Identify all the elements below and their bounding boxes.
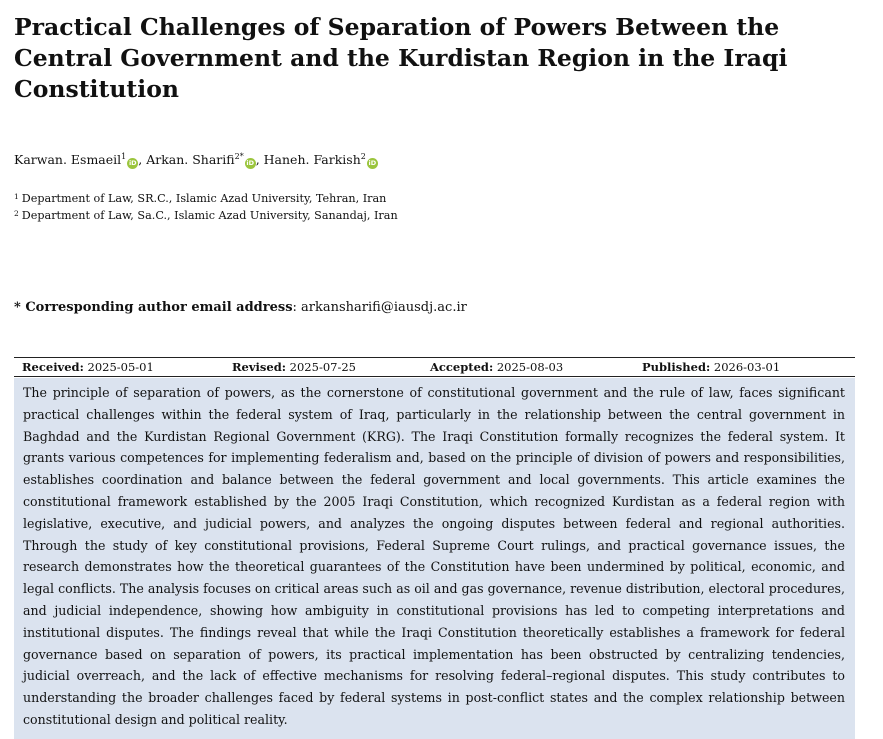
received-label: Received: bbox=[22, 360, 84, 374]
corresponding-author: * Corresponding author email address: arkansharifi@iausdj.ac.ir bbox=[14, 300, 467, 315]
accepted-value: 2025-08-03 bbox=[496, 360, 564, 374]
orcid-icon[interactable]: iD bbox=[246, 159, 255, 167]
author-name: Karwan. Esmaeil bbox=[14, 152, 122, 167]
affiliation-1 bbox=[14, 192, 386, 205]
orcid-icon[interactable]: iD bbox=[128, 159, 137, 167]
affiliation-text: Department of Law, SR.C., Islamic Azad University, Tehran, Iran bbox=[21, 192, 387, 205]
revised-value: 2025-07-25 bbox=[289, 360, 356, 374]
accepted-date bbox=[430, 360, 563, 374]
author-name: Haneh. Farkish bbox=[263, 152, 361, 167]
abstract-text: The principle of separation of powers, as the cornerstone of constitutional government and the rule of law, faces significant practical challenges within the federal system of Iraq, particularly in the relationship between the central government in Baghdad and the Kurdistan Regional Government (KRG). The Iraqi Constitution formally recognizes the federal system. It grants various competences for implementing federalism and, based on the principle of division of powers and responsibilities, establishes coordination and balance between the federal government and local governments. This article examines the constitutional framework established by the 2005 Iraqi Constitution, which recognized Kurdistan as a federal region with legislative, executive, and judicial powers, and analyzes the ongoing disputes between federal and regional authorities. Through the study of key constitutional provisions, Federal Supreme Court rulings, and practical governance issues, the research demonstrates how the theoretical guarantees of the Constitution have been undermined by political, economic, and legal conflicts. The analysis focuses on critical areas such as oil and gas governance, revenue distribution, electoral procedures, and judicial independence, showing how ambiguity in constitutional provisions has led to competing interpretations and institutional disputes. The findings reveal that while the Iraqi Constitution theoretically establishes a framework for federal governance based on separation of powers, its practical implementation has been obstructed by centralizing tendencies, judicial overreach, and the lack of effective mechanisms for resolving federal–regional disputes. This study contributes to understanding the broader challenges faced by federal systems in post-conflict states and the complex relationship between constitutional design and political reality. bbox=[14, 378, 855, 739]
received-date bbox=[22, 360, 154, 374]
author-affiliation-mark: 1 bbox=[121, 152, 127, 161]
dates-bar bbox=[14, 357, 855, 377]
affiliation-number: 1 bbox=[14, 192, 19, 201]
corresponding-email[interactable]: arkansharifi@iausdj.ac.ir bbox=[301, 300, 467, 315]
paper-title: Practical Challenges of Separation of Powers Between the Central Government and the Kurdistan Region in the Iraqi Constitution bbox=[14, 13, 788, 103]
author-list bbox=[14, 152, 378, 169]
author-separator: , bbox=[255, 152, 264, 167]
author-affiliation-mark: 2 bbox=[360, 152, 366, 161]
published-value: 2026-03-01 bbox=[713, 360, 781, 374]
orcid-icon[interactable]: iD bbox=[368, 159, 377, 167]
revised-date bbox=[232, 360, 356, 374]
affiliation-2 bbox=[14, 209, 398, 222]
accepted-label: Accepted: bbox=[430, 360, 494, 374]
revised-label: Revised: bbox=[232, 360, 287, 374]
author-name: Arkan. Sharifi bbox=[146, 152, 235, 167]
author-separator: , bbox=[138, 152, 147, 167]
published-date bbox=[642, 360, 780, 374]
affiliation-text: Department of Law, Sa.C., Islamic Azad University, Sanandaj, Iran bbox=[21, 209, 398, 222]
corresponding-label: * Corresponding author email address bbox=[14, 300, 293, 315]
published-label: Published: bbox=[642, 360, 711, 374]
received-value: 2025-05-01 bbox=[87, 360, 154, 374]
affiliation-number: 2 bbox=[14, 209, 19, 218]
author-affiliation-mark: 2* bbox=[234, 152, 244, 161]
